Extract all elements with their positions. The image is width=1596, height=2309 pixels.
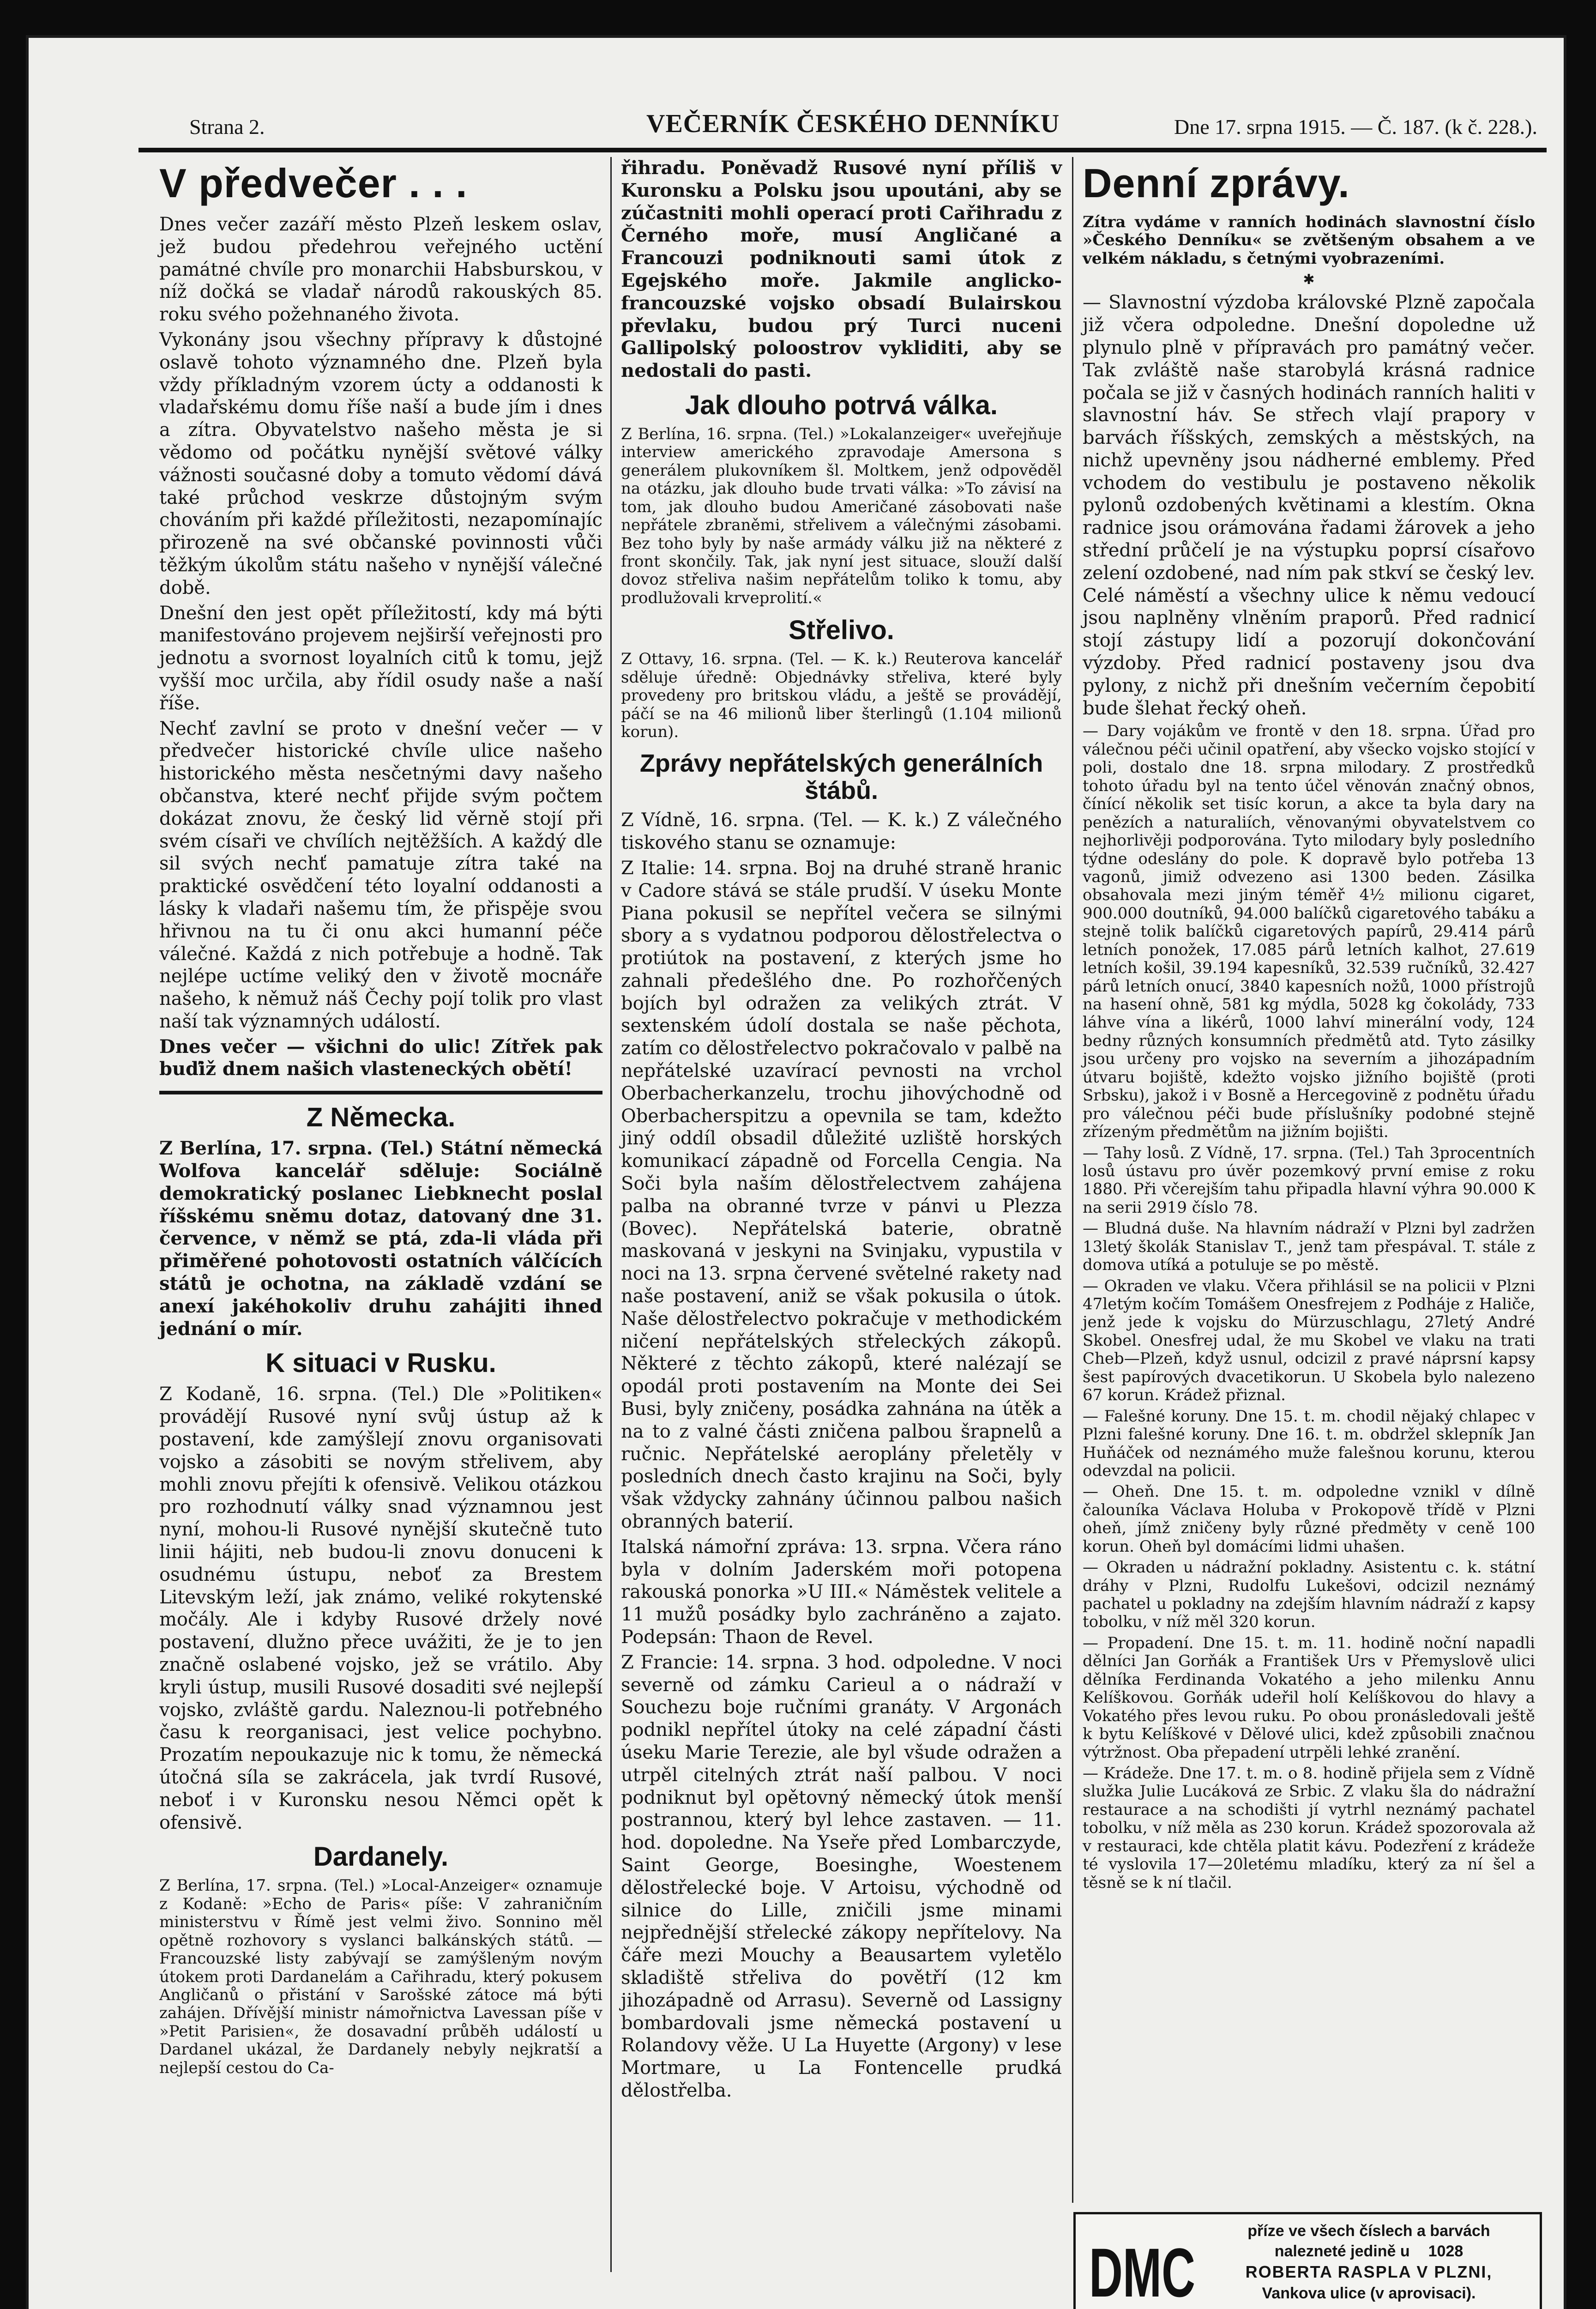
news-item: — Oheň. Dne 15. t. m. odpoledne vznikl v dílně čalouníka Václava Holuba v Prokopově třídě v Plzni oheň, jímž zničeny byly různé předměty v ceně 100 korun. Oheň byl domácími lidmi uhašen. [1083, 1482, 1535, 1556]
news-item: — Okraden ve vlaku. Včera přihlásil se na policii v Plzni 47letým kočím Tomášem Onesfrejem z Podháje z Haliče, jenž jede k vojsku do Mürzuschlagu, 27letý André Skobel. Onesfrej udal, že mu Skobel ve vlaku na trati Cheb—Plzeň, když usnul, odcizil z pravé náprsní kapsy šest papírových dvacetikorun. U Skobela bylo nalezeno 67 korun. Krádež přiznal. [1083, 1276, 1535, 1405]
article-paragraph: Z Berlína, 16. srpna. (Tel.) »Lokalanzeiger« uveřejňuje interview amerického zpravodaje Amersona s generálem plukovníkem šl. Moltkem, jenž odpověděl na otázku, jak dlouho bude trvati válka: »To závisí na tom, jak dlouho budou Američané zásobovati naše nepřátele zbraněmi, střelivem a válečnými zásobami. Bez toho byly by naše armády válku již na některé z front skončily. Tak, jak nyní jest situace, slouží další dovoz střeliva našim nepřátelům toliko k tomu, aby prodlužovali krveprolití.« [621, 424, 1062, 607]
section-heading: Střelivo. [789, 615, 894, 646]
article-paragraph: Italská námořní zpráva: 13. srpna. Včera ráno byla v dolním Jaderském moři potopena rakouská ponorka »U III.« Náměstek velitele a 11 mužů posádky bylo zachráněno a zajato. Podepsán: Thaon de Revel. [621, 1536, 1062, 1648]
column-1 [159, 157, 602, 2263]
news-item: — Okraden u nádražní pokladny. Asistentu c. k. státní dráhy v Plzni, Rudolfu Lukešovi, odcizil neznámý pachatel u pokladny na zdejším hlavním nádraží z kapsy tobolku, v níž měl 320 korun. [1083, 1558, 1535, 1632]
news-item: — Propadení. Dne 15. t. m. 11. hodině noční napadli dělníci Jan Gorňák a František Urs v Přemyslově ulici dělníka Ferdinanda Vokatého a jeho milenku Annu Kelíškovou. Gorňák udeřil holí Kelíškovou do hlavy a Vokatého přes levou ruku. Po obou pronásledovali ještě k bytu Kelíškové v Dělové ulici, kdež způsobili značnou výtržnost. Oba přepadení utrpěli lehké zranění. [1083, 1633, 1535, 1762]
article-paragraph: Z Kodaně, 16. srpna. (Tel.) Dle »Politiken« provádějí Rusové nyní svůj ústup až k postavení, kde zamýšlejí znovu organisovati vojsko a zásobiti se novým střelivem, aby mohli znovu přejíti k ofensivě. Velikou otázkou pro rozhodnutí války snad významnou jest nyní, mohou-li Rusové nynější skutečně tuto linii hájiti, neb budou-li znovu donuceni k osudnému ústupu, neboť za Brestem Litevským leží, jak známo, veliké rokytenské močály. Ale i kdyby Rusové držely nové postavení, dlužno přece uvážiti, že je to jen značně oslabené vojsko, jež se vrátilo. Aby kryli ústup, musili Rusové dosaditi své nejlepší vojsko, zvláště gardu. Naleznou-li potřebného času k reorganisaci, jest velice pochybno. Prozatím nepoukazuje nic k tomu, že německá útočná síla se zakrácela, jak tvrdí Rusové, neboť i v Kuronsku nesou Němci opět k ofensivě. [159, 1384, 602, 1833]
news-item: — Bludná duše. Na hlavním nádraží v Plzni byl zadržen 13letý školák Stanislav T., jenž tam přespával. T. stále z domova utíká a potuluje se po městě. [1083, 1219, 1535, 1275]
section-heading: Jak dlouho potrvá válka. [685, 390, 998, 420]
column-divider [1072, 157, 1073, 2203]
ad-line: Vankova ulice (v aprovisaci). [1262, 2285, 1476, 2303]
article-paragraph: Dnes večer — všichni do ulic! Zítřek pak buďiž dnem našich vlasteneckých obětí! [159, 1035, 602, 1080]
column-3 [1083, 157, 1535, 2217]
news-item: — Dary vojákům ve frontě v den 18. srpna. Úřad pro válečnou péči učinil opatření, aby všecko vojsko stojící v poli, dostalo dne 18. srpna milodary. Z prostředků tohoto úřadu byl na tento účel věnován značný obnos, čínící několik set tisíc korun, a akce ta byla dary na penězích a naturaliích, věnovanými obyvatelstvem co nejhorlivěji podporována. Tyto milodary byly posledního týdne odeslány do pole. K dopravě bylo potřeba 13 vagonů, jimiž odvezeno asi 1300 beden. Zásilka obsahovala mezi jiným téměř 4½ milionu cigaret, 900.000 doutníků, 94.000 balíčků cigaretového tabáku a stejně tolik balíčků cigaretových papírů, 29.414 párů letních ponožek, 17.085 párů letních kalhot, 27.619 letních košil, 39.194 kapesníků, 32.539 ručníků, 32.427 párů letních onucí, 3840 kapesních nožů, 1000 přístrojů na hasení ohně, 581 kg mýdla, 5028 kg čokolády, 733 láhve vína a likérů, 1000 lahví minerální vody, 124 bedny různých konsumních předmětů atd. Tyto zásilky jsou určeny pro vojsko na severním a jihozápadním útvaru bojiště, kdežto vojsko jižního bojiště (proti Srbsku), jakož i v Bosně a Hercegovině z podnětu úřadu pro válečnou péči bude příslušníky podobné stejně zřízeným předmětům na jižním bojišti. [1083, 722, 1535, 1142]
article-paragraph: řihradu. Poněvadž Rusové nyní příliš v Kuronsku a Polsku jsou upoutáni, aby se zúčastniti mohli operací proti Cařihradu z Černého moře, musí Angličané a Francouzi podniknouti sami útok z Egejského moře. Jakmile anglicko-francouzské vojsko obsadí Bulairskou převlaku, budou prý Turci nuceni Gallipolský poloostrov vykliditi, aby se nedostali do pasti. [621, 157, 1062, 382]
section-rule [159, 1091, 602, 1094]
ad-line: příze ve všech číslech a barvách [1247, 2222, 1490, 2240]
section-heading: Dardanely. [313, 1842, 449, 1872]
news-item: — Tahy losů. Z Vídně, 17. srpna. (Tel.) Tah 3procentních losů ústavu pro úvěr pozemkový první emise z roku 1880. Při včerejším tahu připadla hlavní výhra 90.000 K na serii 2919 číslo 78. [1083, 1143, 1535, 1217]
issue-date: Dne 17. srpna 1915. — Č. 187. (k č. 228.). [1174, 115, 1537, 139]
ad-line: ROBERTA RASPLA V PLZNI, [1245, 2262, 1493, 2282]
page-number: Strana 2. [189, 115, 265, 139]
article-paragraph: Z Berlína, 17. srpna. (Tel.) Státní německá Wolfova kancelář sděluje: Sociálně demokratický poslanec Liebknecht poslal říšskému sněmu dotaz, datovaný dne 31. července, v němž se ptá, zda-li vláda při přiměřené pohotovosti ostatních válčících států je ochotna, na základě vzdání se anexí jakéhokoliv druhu zahájiti ihned jednání o mír. [159, 1137, 602, 1340]
article-paragraph: Z Berlína, 17. srpna. (Tel.) »Local-Anzeiger« oznamuje z Kodaně: »Echo de Paris« píše: V zahraničním ministerstvu v Římě jest velmi živo. Sonnino měl opětně rozhovory s vyslanci balkánských států. — Francouzské listy zabývají se zamýšleným novým útokem proti Dardanelám a Cařihradu, který pokusem Angličanů o přistání v Sarošské zátoce má býti zahájen. Dřívější ministr námořnictva Lavessan píše v »Petit Parisien«, že dosavadní průběh událostí u Dardanel ukázal, že Dardanely nebyly nejkratší a nejlepší cestou do Ca- [159, 1876, 602, 2077]
notice-paragraph: Zítra vydáme v ranních hodinách slavnostní číslo »Českého Denníku« se zvětšeným obsahem a ve velkém nákladu, s četnými vyobrazeními. [1083, 213, 1535, 268]
article-title: V předvečer . . . [159, 160, 468, 206]
advertisement [1073, 2212, 1542, 2309]
section-heading: K situaci v Rusku. [265, 1348, 496, 1378]
article-paragraph: — Slavnostní výzdoba královské Plzně započala již včera odpoledne. Dnešní dopoledne už plynulo plně v přípravách pro památný večer. Tak zvláště naše starobylá krásná radnice počala se již v časných hodinách ranních haliti v slavnostní háv. Se střech vlají prapory v barvách říšských, zemských a městských, na nichž upevněny jsou nádherné emblemy. Před vchodem do vestibulu je postaveno několik pylonů ozdobených květinami a klestím. Okna radnice jsou orámována řadami žárovek a jeho střední průčelí je na výstupku poprsí císařovo zelení ozdobené, nad ním pak stkví se český lev. Celé náměstí a všechny ulice k němu vedoucí jsou naplněny vlněním praporů. Před radnicí stojí zástupy lidí a pozorují dokončování výzdoby. Před radnicí postaveny jsou dva pylony, z nichž při dnešním večerním čepobití bude šlehat řecký oheň. [1083, 292, 1535, 719]
article-paragraph: Z Italie: 14. srpna. Boj na druhé straně hranic v Cadore stává se stále prudší. V úseku Monte Piana pokusil se nepřítel večera se silnými sbory a s vydatnou podporou dělostřelectva o protiútok na postavení, z kterých jsme ho zahnali předešlého dne. Po rozhořčených bojích byl odražen za velikých ztrát. V sextenském údolí dostala se naše pěchota, zatím co dělostřelectvo pokračovalo v palbě na nepřátelské uzavírací pevnosti na vrchol Oberbacherkanzelu, trochu jihovýchodně od Oberbacherspitzu a opevnila se tam, kdežto jiný oddíl obsadil důležité uzliště horských komunikací západně od Forcella Cengia. Na Soči byla naším dělostřelectvem zahájena palba na obranné tvrze v pánvi u Plezza (Bovec). Nepřátelská baterie, obratně maskovaná v jeskyni na Svinjaku, vypustila v noci na 13. srpna červené světelné rakety nad naše postavení, aniž se však pokusila o útok. Naše dělostřelectvo pokračuje v methodickém ničení nepřátelských střeleckých zákopů. Některé z těchto zákopů, které nalézají se opodál proti postavením na Monte dei Sei Busi, byly zničeny, posádka zahnána na útěk a na to z valné části zničena palbou šrapnelů a ručnic. Nepřátelské aeroplány přeletěly v posledních dnech často krajinu na Soči, byly však vždycky zahnány účinnou palbou našich obranných baterií. [621, 857, 1062, 1533]
article-paragraph: Vykonány jsou všechny přípravy k důstojné oslavě tohoto významného dne. Plzeň byla vždy příkladným vzorem úcty a oddanosti k vladařskému domu říše naší a bude jím i dnes a zítra. Obyvatelstvo našeho města je si vědomo od počátku nynější světové války vážnosti současné doby a tomuto vědomí dává také průchod veskrze důstojným svým chováním při každé příležitosti, nezapomínajíc přirozeně na své občanské povinnosti vůči těžkým úkolům státu našeho v nynější válečné době. [159, 329, 602, 598]
news-item: — Krádeže. Dne 17. t. m. o 8. hodině přijela sem z Vídně služka Julie Lucáková ze Srbic. Z vlaku šla do nádražní restaurace a na schodišti jí vytrhl neznámý pachatel tobolku, v níž měla as 230 korun. Krádež spozorovala až v restauraci, kde chtěla platit kávu. Podezření z krádeže té vyslovila 17—20letému mladíku, který za ní šel a těsně se k ní tlačil. [1083, 1764, 1535, 1892]
article-paragraph: Z Francie: 14. srpna. 3 hod. odpoledne. V noci severně od zámku Carieul a o nádraží v Souchezu boje ručními granáty. V Argonách podnikl nepřítel útoky na celé západní části úseku Marie Terezie, ale byl všude odražen a utrpěl citelných ztrát naší palbou. V noci podniknut byl opětovný německý útok menší postrannou, který byl lehce zastaven. — 11. hod. dopoledne. Na Yseře před Lombarczyde, Saint George, Boesinghe, Woestenem dělostřelecké boje. V Artoisu, východně od silnice do Lille, zničili jsme minami nejpřednější střelecké zákopy nepřítelovy. Na čáře mezi Mouchy a Beausartem vyletělo skladiště střeliva do povětří (12 km jihozápadně od Arrasu). Severně od Lassigny bombardovali jsme německá postavení u Rolandovy věže. U La Huyette (Argony) v lese Mortmare, u La Fontencelle prudká dělostřelba. [621, 1651, 1062, 2101]
article-paragraph: Nechť zavlní se proto v dnešní večer — v předvečer historické chvíle ulice našeho historického města nesčetnými davy našeho občanstva, které nechť přijde svým počtem dokázat znovu, že český lid věrně stojí při svém císaři ve chvílích nejtěžších. A každý dle sil svých nechť pamatuje zítra také na praktické osvědčení této loyalní oddanosti a lásky k vladaři našemu tím, že přispěje svou hřivnou na tu či onu akci humanní péče válečné. Každá z nich potřebuje a hodně. Tak nejlépe uctíme veliký den v životě mocnáře našeho, k němuž náš Čechy pojí tolik pro vlast naší tak významných událostí. [159, 718, 602, 1032]
section-heading: Zprávy nepřátelských generálních štábů. [639, 749, 1043, 804]
masthead-title: VEČERNÍK ČESKÉHO DENNÍKU [646, 109, 1060, 138]
column-2 [621, 157, 1062, 2277]
section-title: Denní zprávy. [1083, 160, 1350, 206]
news-item: — Falešné koruny. Dne 15. t. m. chodil nějaký chlapec v Plzni falešné koruny. Dne 16. t. m. obdržel sklepník Jan Huňáček od neznámého muže falešnou korunu, kterou odevzdal na policii. [1083, 1407, 1535, 1480]
section-heading: Z Německa. [306, 1102, 456, 1133]
asterisk-divider: ✱ [1303, 272, 1315, 288]
dmc-logo-icon [1086, 2219, 1199, 2309]
article-paragraph: Z Ottavy, 16. srpna. (Tel. — K. k.) Reuterova kancelář sděluje úředně: Objednávky střeliva, které byly provedeny pro britskou vládu, a ještě se provádějí, páčí se na 46 milionů liber šterlingů (1.104 milionů korun). [621, 650, 1062, 742]
advertisement-text [1207, 2221, 1530, 2303]
article-paragraph: Dnešní den jest opět příležitostí, kdy má býti manifestováno projevem nejširší veřejnosti pro jednotu a svornost loyalních citů k tomu, jejž vyšší moc určila, aby řídil osudy naše a naší říše. [159, 602, 602, 714]
svg-text:DMC: DMC [1089, 2234, 1195, 2309]
article-paragraph: Z Vídně, 16. srpna. (Tel. — K. k.) Z válečného tiskového stanu se oznamuje: [621, 810, 1062, 854]
article-paragraph: Dnes večer zazáří město Plzeň leskem oslav, jež budou předehrou veřejného uctění památné chvíle pro monarchii Habsburskou, v níž dočká se vladař národů rakouských 85. roku svého požehnaného života. [159, 214, 602, 326]
column-divider [610, 157, 612, 2272]
ad-line: nalezneté jedině u 1028 [1274, 2243, 1464, 2261]
page-header [139, 79, 1547, 152]
